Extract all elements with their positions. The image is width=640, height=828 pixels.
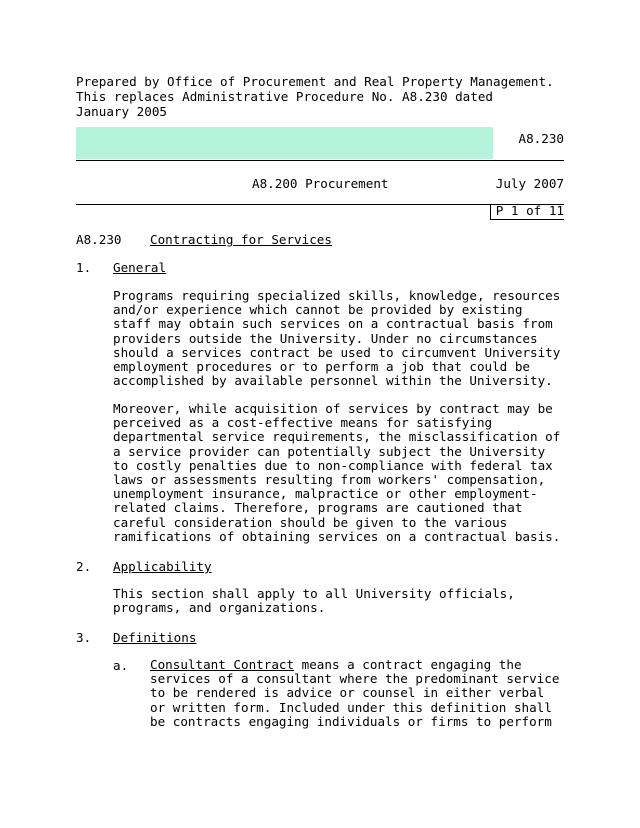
- text-line: Programs requiring specialized skills, knowledge, resources: [113, 288, 561, 303]
- text-line: Moreover, while acquisition of services by contract may be: [113, 401, 553, 416]
- text-line: programs, and organizations.: [113, 600, 326, 616]
- section-number: 1.: [76, 260, 92, 275]
- text-line: accomplished by available personnel within the University.: [113, 373, 553, 389]
- text-line: [150, 658, 559, 672]
- header-code: A8.230: [518, 131, 564, 146]
- text-line: providers outside the University. Under no circumstances: [113, 330, 538, 346]
- text-line: laws or assessments resulting from workers' compensation,: [113, 472, 546, 488]
- header-divider-top: [76, 160, 564, 161]
- text-line: and/or experience which cannot be provided by existing: [113, 302, 523, 318]
- text-line: or written form. Included under this definition shall: [150, 699, 552, 715]
- text-line: to costly penalties due to non-compliance with federal tax: [113, 457, 553, 473]
- section-heading-applicability: Applicability: [113, 559, 212, 574]
- preamble-line: January 2005: [76, 104, 167, 119]
- text-line: unemployment insurance, malpractice or other employment-: [113, 486, 538, 502]
- definition-consultant-contract: [150, 658, 559, 729]
- text-line: be contracts engaging individuals or firms to perform: [150, 713, 552, 729]
- preamble-line: This replaces Administrative Procedure No. A8.230 dated: [76, 89, 494, 104]
- page-number: P 1 of 11: [490, 204, 564, 220]
- preamble: [76, 74, 554, 119]
- text-line: This section shall apply to all University officials,: [113, 586, 515, 601]
- preamble-line: Prepared by Office of Procurement and Real Property Management.: [76, 74, 554, 89]
- document-title: Contracting for Services: [150, 232, 332, 247]
- text-line: related claims. Therefore, programs are cautioned that: [113, 500, 523, 516]
- text-line: a service provider can potentially subject the University: [113, 443, 546, 459]
- document-code: A8.230: [76, 232, 122, 247]
- header-section: A8.200 Procurement: [252, 176, 389, 191]
- text-line: staff may obtain such services on a contractual basis from: [113, 316, 553, 332]
- section-heading-definitions: Definitions: [113, 630, 197, 645]
- text-line: careful consideration should be given to the various: [113, 514, 508, 530]
- text-line: employment procedures or to perform a job that could be: [113, 359, 531, 375]
- section-number: 3.: [76, 630, 92, 645]
- text-line: ramifications of obtaining services on a contractual basis.: [113, 528, 561, 544]
- paragraph: [113, 402, 560, 544]
- text-fragment: means a contract engaging the: [294, 657, 522, 672]
- defined-term: Consultant Contract: [150, 657, 295, 672]
- header-date: July 2007: [495, 176, 564, 191]
- text-line: departmental service requirements, the misclassification of: [113, 429, 561, 445]
- section-heading-general: General: [113, 260, 167, 275]
- text-line: to be rendered is advice or counsel in either verbal: [150, 685, 545, 701]
- subitem-letter: a.: [113, 658, 129, 673]
- text-line: should a services contract be used to circumvent University: [113, 344, 561, 360]
- header-banner: [76, 127, 493, 159]
- paragraph: [113, 289, 560, 388]
- text-line: services of a consultant where the predominant service: [150, 671, 560, 687]
- text-line: perceived as a cost-effective means for satisfying: [113, 415, 493, 431]
- paragraph: [113, 587, 515, 615]
- section-number: 2.: [76, 559, 92, 574]
